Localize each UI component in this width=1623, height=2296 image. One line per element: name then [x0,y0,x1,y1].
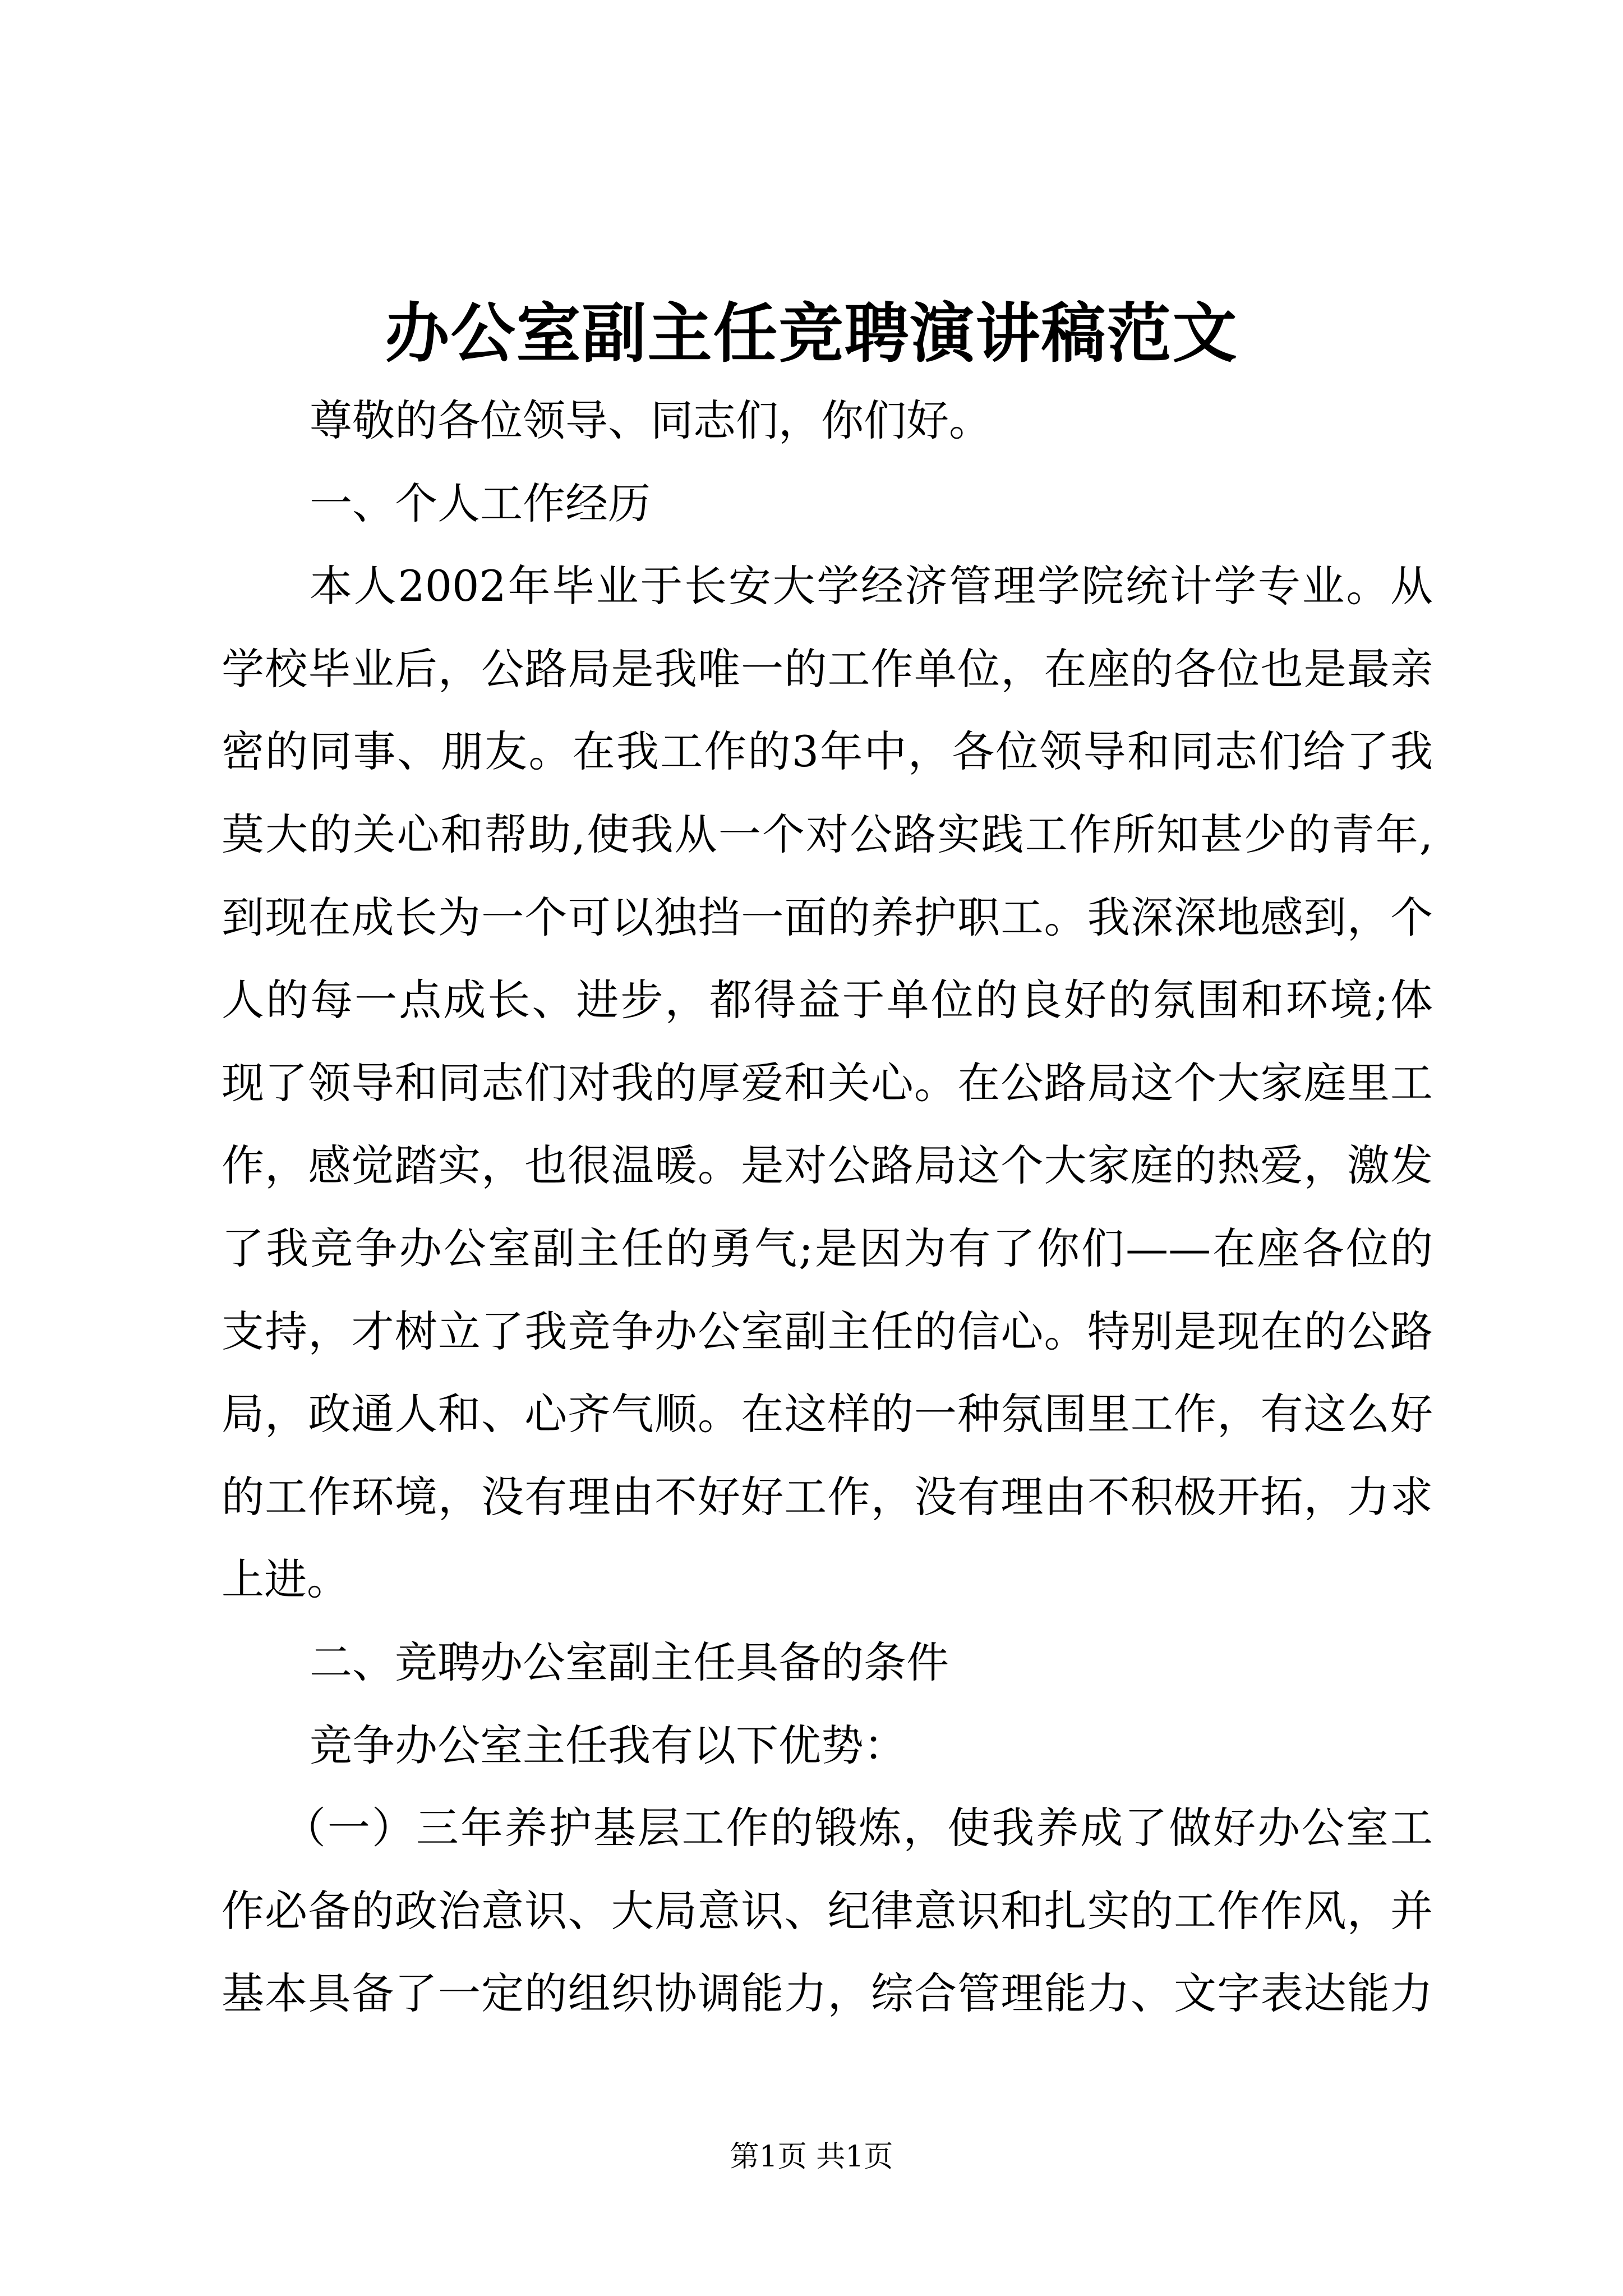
body-line: 密的同事、朋友。在我工作的3年中，各位领导和同志们给了我 [222,726,1433,777]
body-line: 作必备的政治意识、大局意识、纪律意识和扎实的工作作风，并 [222,1885,1433,1936]
greeting-line: 尊敬的各位领导、同志们，你们好。 [310,395,992,445]
body-line: 竞争办公室主任我有以下优势： [310,1720,906,1770]
document-title: 办公室副主任竞聘演讲稿范文 [385,296,1238,371]
body-line: 局，政通人和、心齐气顺。在这样的一种氛围里工作，有这么好 [222,1389,1433,1439]
body-line: 到现在成长为一个可以独挡一面的养护职工。我深深地感到，个 [222,892,1433,942]
body-line: 了我竞争办公室副主任的勇气;是因为有了你们——在座各位的 [222,1223,1433,1273]
body-line: 莫大的关心和帮助,使我从一个对公路实践工作所知甚少的青年, [222,809,1433,859]
body-line: 作，感觉踏实，也很温暖。是对公路局这个大家庭的热爱，激发 [222,1140,1433,1191]
section-heading-2: 二、竞聘办公室副主任具备的条件 [310,1637,949,1687]
body-line: 支持，才树立了我竞争办公室副主任的信心。特别是现在的公路 [222,1306,1433,1356]
body-line: 的工作环境，没有理由不好好工作，没有理由不积极开拓，力求 [222,1471,1433,1522]
page-footer: 第1页 共1页 [730,2140,893,2174]
body-line: 本人2002年毕业于长安大学经济管理学院统计学专业。从 [310,561,1433,611]
body-line: 学校毕业后，公路局是我唯一的工作单位，在座的各位也是最亲 [222,643,1433,694]
body-line: 现了领导和同志们对我的厚爱和关心。在公路局这个大家庭里工 [222,1057,1433,1108]
body-line: （一）三年养护基层工作的锻炼，使我养成了做好办公室工 [283,1803,1433,1853]
body-line: 基本具备了一定的组织协调能力，综合管理能力、文字表达能力 [222,1968,1433,2019]
section-heading-1: 一、个人工作经历 [310,478,651,528]
body-line: 人的每一点成长、进步，都得益于单位的良好的氛围和环境;体 [222,975,1433,1025]
document-body [222,379,1433,2035]
body-line: 上进。 [222,1554,349,1605]
